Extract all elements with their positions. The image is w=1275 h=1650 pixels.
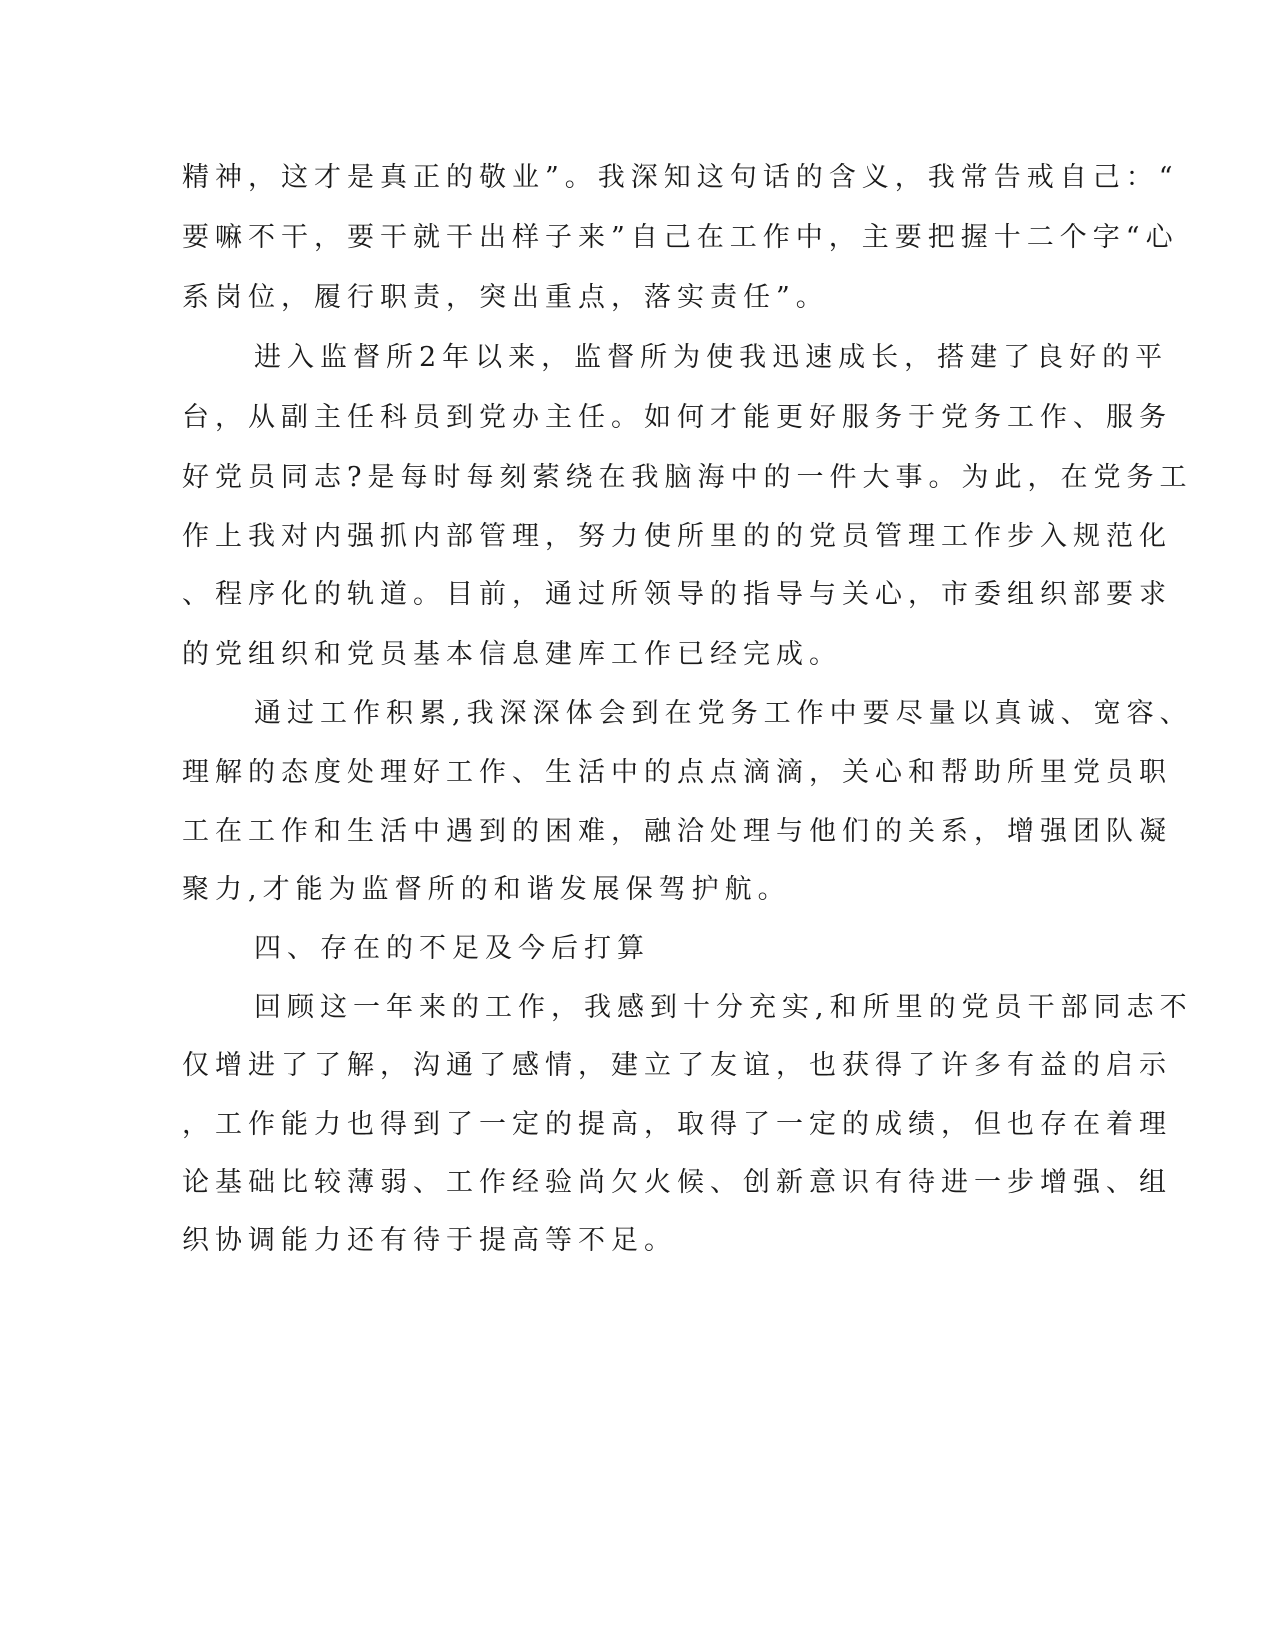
paragraph-start-line: 进入监督所2年以来，监督所为使我迅速成长，搭建了良好的平: [254, 342, 1169, 373]
text-line: 好党员同志?是每时每刻萦绕在我脑海中的一件大事。为此，在党务工: [182, 462, 1193, 493]
text-line: 的党组织和党员基本信息建库工作已经完成。: [182, 639, 842, 670]
text-line: 作上我对内强抓内部管理，努力使所里的的党员管理工作步入规范化: [182, 521, 1172, 552]
paragraph-start-line: 回顾这一年来的工作，我感到十分充实,和所里的党员干部同志不: [254, 992, 1193, 1023]
text-line: 聚力,才能为监督所的和谐发展保驾护航。: [182, 874, 791, 905]
text-line: 论基础比较薄弱、工作经验尚欠火候、创新意识有待进一步增强、组: [182, 1167, 1172, 1198]
text-line: 精神，这才是真正的敬业”。我深知这句话的含义，我常告戒自己：“: [182, 162, 1179, 193]
paragraph-start-line: 通过工作积累,我深深体会到在党务工作中要尽量以真诚、宽容、: [254, 698, 1193, 729]
text-line: 工在工作和生活中遇到的困难，融洽处理与他们的关系，增强团队凝: [182, 816, 1172, 847]
text-line: 台，从副主任科员到党办主任。如何才能更好服务于党务工作、服务: [182, 402, 1172, 433]
text-line: 织协调能力还有待于提高等不足。: [182, 1225, 677, 1256]
text-line: 仅增进了了解，沟通了感情，建立了友谊，也获得了许多有益的启示: [182, 1050, 1172, 1081]
text-line: 系岗位，履行职责，突出重点，落实责任”。: [182, 282, 829, 313]
text-line: ，工作能力也得到了一定的提高，取得了一定的成绩，但也存在着理: [182, 1109, 1172, 1140]
text-line: 、程序化的轨道。目前，通过所领导的指导与关心，市委组织部要求: [182, 579, 1172, 610]
text-line: 要嘛不干，要干就干出样子来”自己在工作中，主要把握十二个字“心: [182, 222, 1179, 253]
text-line: 理解的态度处理好工作、生活中的点点滴滴，关心和帮助所里党员职: [182, 757, 1172, 788]
section-heading: 四、存在的不足及今后打算: [254, 933, 650, 964]
